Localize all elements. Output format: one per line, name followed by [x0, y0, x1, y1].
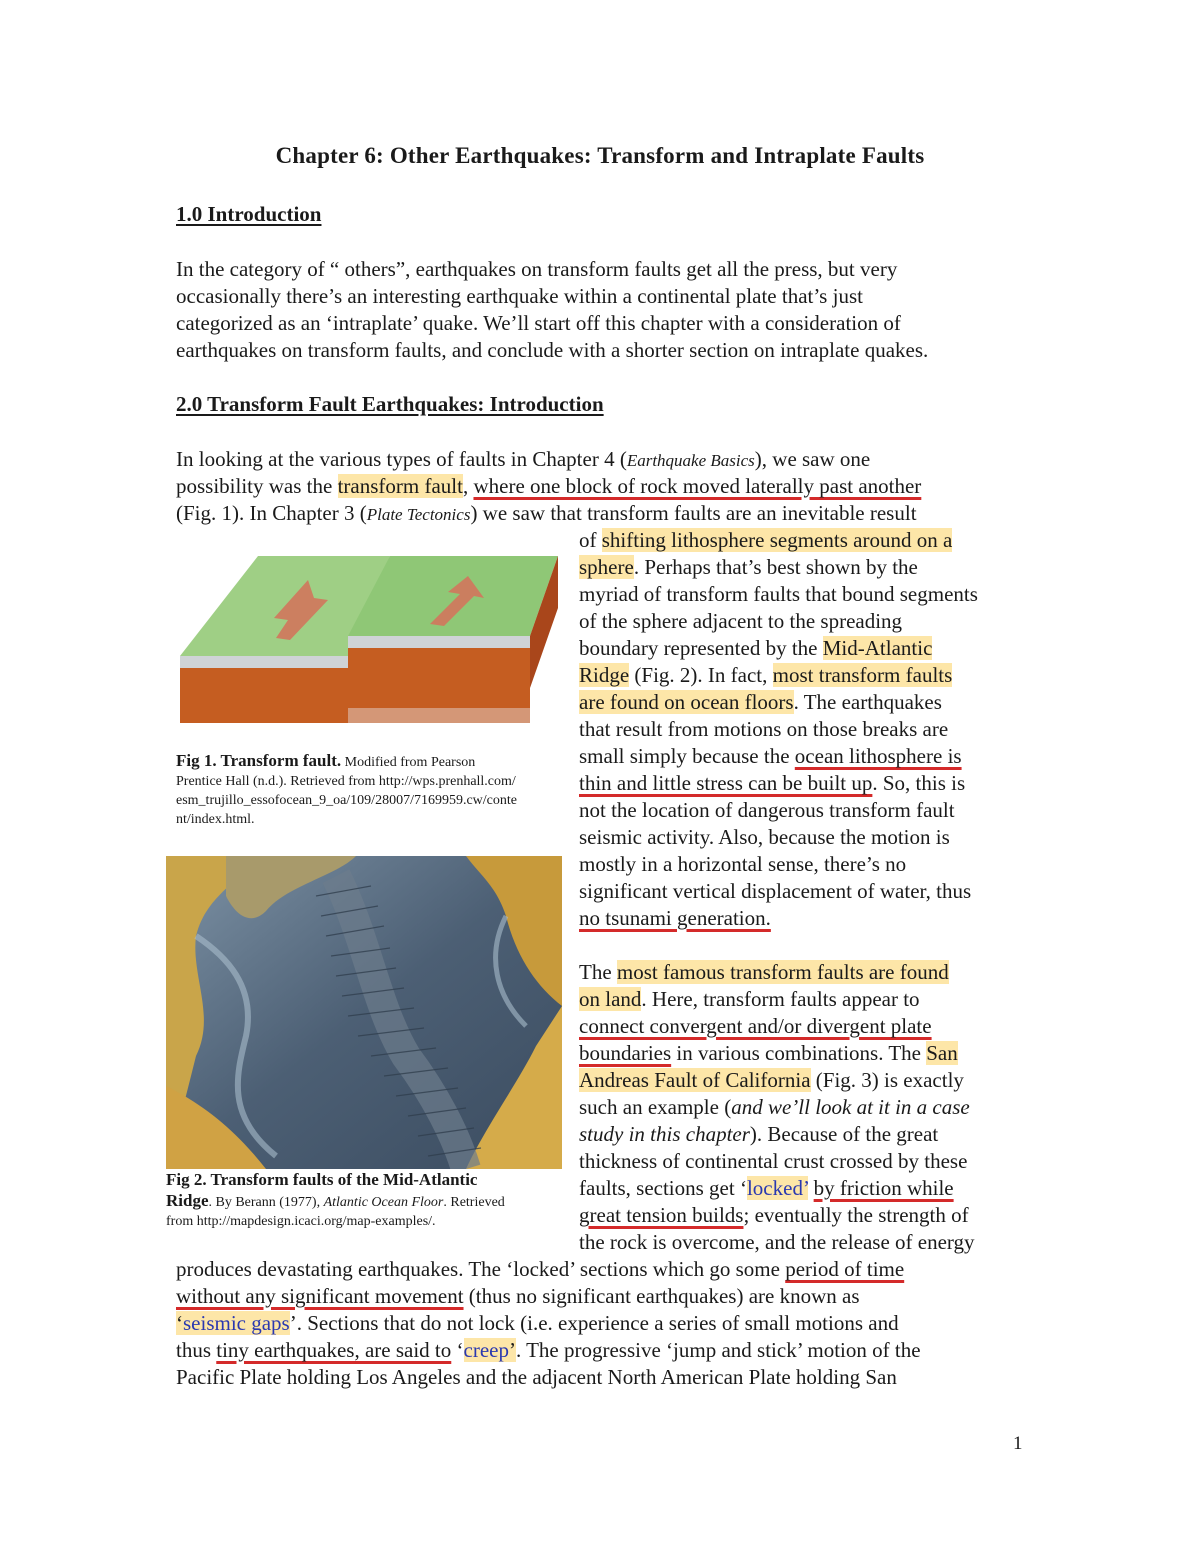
rc-line-10: thin and little stress can be built up. So, this is [579, 771, 966, 795]
rc2-line-7: study in this chapter). Because of the great [579, 1122, 939, 1146]
rc-line-5: boundary represented by the Mid-Atlantic [579, 636, 933, 660]
chapter-title: Chapter 6: Other Earthquakes: Transform and Intraplate Faults [275, 143, 925, 168]
rc-line-3: myriad of transform faults that bound segments [579, 582, 978, 606]
rc2-line-11: the rock is overcome, and the release of energy [579, 1230, 975, 1254]
s2-line-1: In looking at the various types of faults in Chapter 4 (Earthquake Basics), we saw one [176, 447, 871, 471]
rc2-line-9: faults, sections get ‘locked’ by friction while [579, 1176, 954, 1200]
rc-line-12: seismic activity. Also, because the motion is [579, 825, 950, 849]
bottom-line-4: thus tiny earthquakes, are said to ‘creep’. The progressive ‘jump and stick’ motion of the [176, 1338, 921, 1362]
s2-line-3: (Fig. 1). In Chapter 3 (Plate Tectonics) we saw that transform faults are an inevitable result [176, 501, 917, 525]
bottom-line-1: produces devastating earthquakes. The ‘locked’ sections which go some period of time [176, 1257, 905, 1281]
rc-line-1: of shifting lithosphere segments around on a [579, 528, 953, 552]
bottom-line-5: Pacific Plate holding Los Angeles and the adjacent North American Plate holding San [176, 1365, 897, 1389]
intro-line-1: In the category of “ others”, earthquakes on transform faults get all the press, but very [176, 257, 898, 281]
rc-line-2: sphere. Perhaps that’s best shown by the [579, 555, 918, 579]
rc-line-7: are found on ocean floors. The earthquakes [579, 690, 942, 714]
rc2-line-8: thickness of continental crust crossed by these [579, 1149, 968, 1173]
figure-1-transform-fault [178, 548, 563, 728]
rc-line-15: no tsunami generation. [579, 906, 771, 930]
rc2-line-2: on land. Here, transform faults appear to [579, 987, 920, 1011]
s2-line-2: possibility was the transform fault, where one block of rock moved laterally past another [176, 474, 922, 498]
rc2-line-3: connect convergent and/or divergent plate [579, 1014, 932, 1038]
rc2-line-4: boundaries in various combinations. The San [579, 1041, 958, 1065]
page-number: 1 [1013, 1433, 1023, 1454]
intro-line-3: categorized as an ‘intraplate’ quake. We’ll start off this chapter with a consideration of [176, 311, 901, 335]
rc-line-4: of the sphere adjacent to the spreading [579, 609, 903, 633]
rc-line-8: that result from motions on those breaks are [579, 717, 949, 741]
rc-line-14: significant vertical displacement of water, thus [579, 879, 972, 903]
figure-1-caption: Fig 1. Transform fault. Modified from Pearson Prentice Hall (n.d.). Retrieved from http://wps.prenhall.com/ esm_trujillo_essofocean_9_oa/109/28007/7169959.cw/conte nt/index.html. [176, 751, 517, 827]
bottom-line-2: without any significant movement (thus no significant earthquakes) are known as [176, 1284, 860, 1308]
rc2-line-10: great tension builds; eventually the strength of [579, 1203, 969, 1227]
intro-line-4: earthquakes on transform faults, and conclude with a shorter section on intraplate quakes. [176, 338, 929, 362]
rc2-line-5: Andreas Fault of California (Fig. 3) is exactly [579, 1068, 964, 1092]
figure-2-caption: Fig 2. Transform faults of the Mid-Atlantic Ridge. By Berann (1977), Atlantic Ocean Floor. Retrieved from http://mapdesign.icaci.org/map-examples/. [166, 1170, 505, 1229]
section-heading-introduction: 1.0 Introduction [176, 202, 322, 226]
rc-line-13: mostly in a horizontal sense, there’s no [579, 852, 907, 876]
rc-line-6: Ridge (Fig. 2). In fact, most transform faults [579, 663, 953, 687]
section-heading-transform-faults: 2.0 Transform Fault Earthquakes: Introduction [176, 392, 604, 416]
rc2-line-1: The most famous transform faults are found [579, 960, 949, 984]
rc-line-11: not the location of dangerous transform fault [579, 798, 955, 822]
figure-2-mid-atlantic-map [166, 856, 562, 1169]
bottom-line-3: ‘seismic gaps’. Sections that do not lock (i.e. experience a series of small motions and [176, 1311, 899, 1335]
rc-line-9: small simply because the ocean lithosphere is [579, 744, 962, 768]
intro-line-2: occasionally there’s an interesting earthquake within a continental plate that’s just [176, 284, 863, 308]
rc2-line-6: such an example (and we’ll look at it in a case [579, 1095, 970, 1119]
